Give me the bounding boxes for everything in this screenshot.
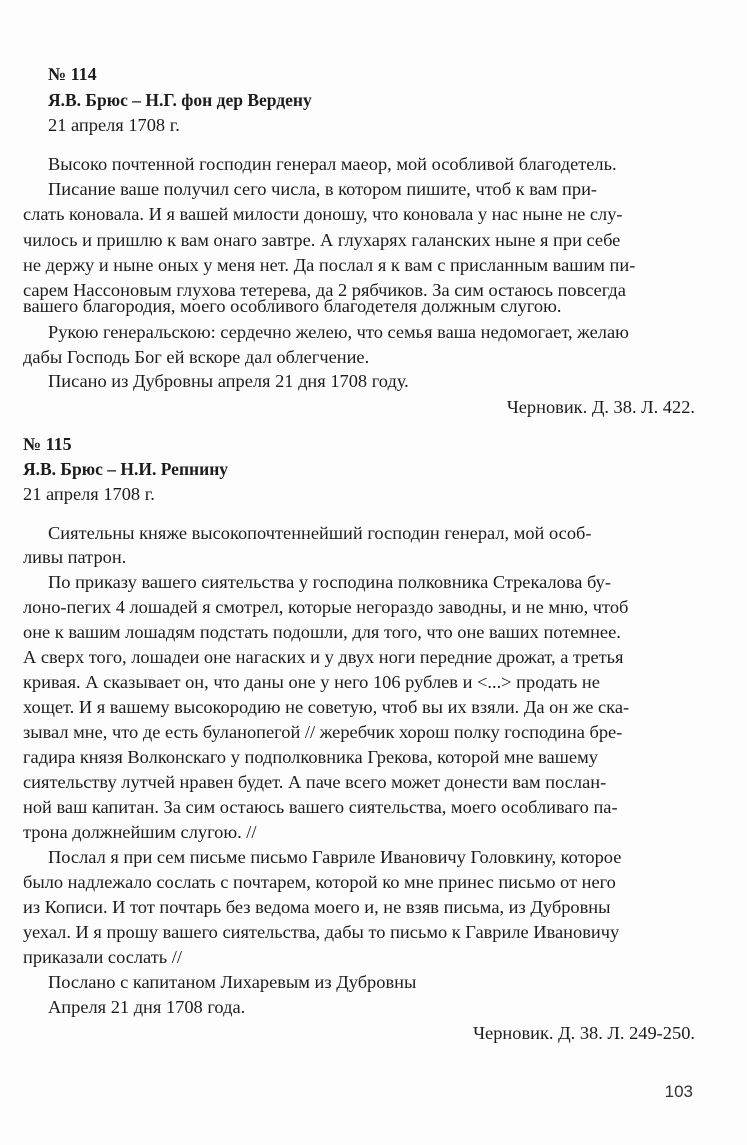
letter-115-line: Сиятельны княже высокопочтеннейший господин генерал, мой особ-: [48, 523, 592, 543]
letter-115-line: По приказу вашего сиятельства у господина полковника Стрекалова бу-: [48, 572, 612, 592]
letter-114-line: Писание ваше получил сего числа, в котором пишите, чтоб к вам при-: [48, 179, 598, 199]
letter-114-line: сарем Нассоновым глухова тетерева, да 2 рябчиков. За сим остаюсь повсегда: [23, 280, 626, 300]
letter-114-heading: Я.В. Брюс – Н.Г. фон дер Вердену: [48, 90, 312, 110]
letter-114-line: слать коновала. И я вашей милости доношу, что коновала у нас ныне не слу-: [23, 204, 623, 224]
letter-115-line: уехал. И я прошу вашего сиятельства, дабы то письмо к Гавриле Ивановичу: [23, 922, 620, 942]
letter-115-line: А сверх того, лошадеи оне нагаских и у двух ноги передние дрожат, а третья: [23, 647, 624, 667]
letter-114-line: чилось и пришлю к вам онаго завтре. А глухарях галанских ныне я при себе: [23, 230, 621, 250]
letter-115-line: Послано с капитаном Лихаревым из Дубровны: [48, 972, 417, 992]
letter-115-line: ливы патрон.: [23, 547, 127, 567]
page-number: 103: [664, 1082, 693, 1101]
letter-114-line: Писано из Дубровны апреля 21 дня 1708 году.: [48, 371, 409, 391]
letter-115-line: хощет. И я вашему высокородию не советую, чтоб вы их взяли. Да он же ска-: [23, 697, 630, 717]
letter-115-line: кривая. А сказывает он, что даны оне у него 106 рублев и <...> продать не: [23, 672, 600, 692]
letter-114-date: 21 апреля 1708 г.: [48, 115, 180, 135]
letter-115-line: лоно-пегих 4 лошадей я смотрел, которые негораздо заводны, и не мню, чтоб: [23, 597, 629, 617]
letter-115-line: из Кописи. И тот почтарь без ведома моего и, не взяв письма, из Дубровны: [23, 897, 611, 917]
letter-115-line: оне к вашим лошадям подстать подошли, для того, что оне ваших потемнее.: [23, 622, 621, 642]
letter-114-line: не держу и ныне оных у меня нет. Да послал я к вам с присланным вашим пи-: [23, 255, 636, 275]
letter-115-number: № 115: [23, 434, 72, 454]
letter-115-line: Апреля 21 дня 1708 года.: [48, 997, 246, 1017]
letter-114-line: Высоко почтенной господин генерал маеор, мой особливой благодетель.: [48, 154, 617, 174]
letter-114-line: дабы Господь Бог ей вскоре дал облегчение.: [23, 347, 370, 367]
letter-115-line: гадира князя Волконскаго у подполковника Грекова, которой мне вашему: [23, 747, 598, 767]
letter-114-line: вашего благородия, моего особливого благодетеля должным слугою.: [23, 296, 562, 316]
letter-115-line: Послал я при сем письме письмо Гавриле Ивановичу Головкину, которое: [48, 847, 622, 867]
letter-114-number: № 114: [48, 64, 97, 84]
letter-114-line: Рукою генеральскою: сердечно желею, что семья ваша недомогает, желаю: [48, 322, 629, 342]
letter-115-line: трона должнейшим слугою. //: [23, 822, 257, 842]
letter-115-line: приказали сослать //: [23, 947, 182, 967]
letter-114-source: Черновик. Д. 38. Л. 422.: [506, 397, 695, 417]
letter-115-date: 21 апреля 1708 г.: [23, 484, 155, 504]
letter-115-line: зывал мне, что де есть буланопегой // жеребчик хорош полку господина бре-: [23, 722, 623, 742]
letter-115-line: было надлежало сослать с почтарем, которой ко мне принес письмо от него: [23, 872, 616, 892]
letter-115-heading: Я.В. Брюс – Н.И. Репнину: [23, 459, 229, 479]
letter-115-line: сиятельству лутчей нравен будет. А паче всего может донести вам послан-: [23, 772, 607, 792]
letter-115-source: Черновик. Д. 38. Л. 249-250.: [473, 1023, 695, 1043]
letter-115-line: ной ваш капитан. За сим остаюсь вашего сиятельства, моего особливаго па-: [23, 797, 618, 817]
